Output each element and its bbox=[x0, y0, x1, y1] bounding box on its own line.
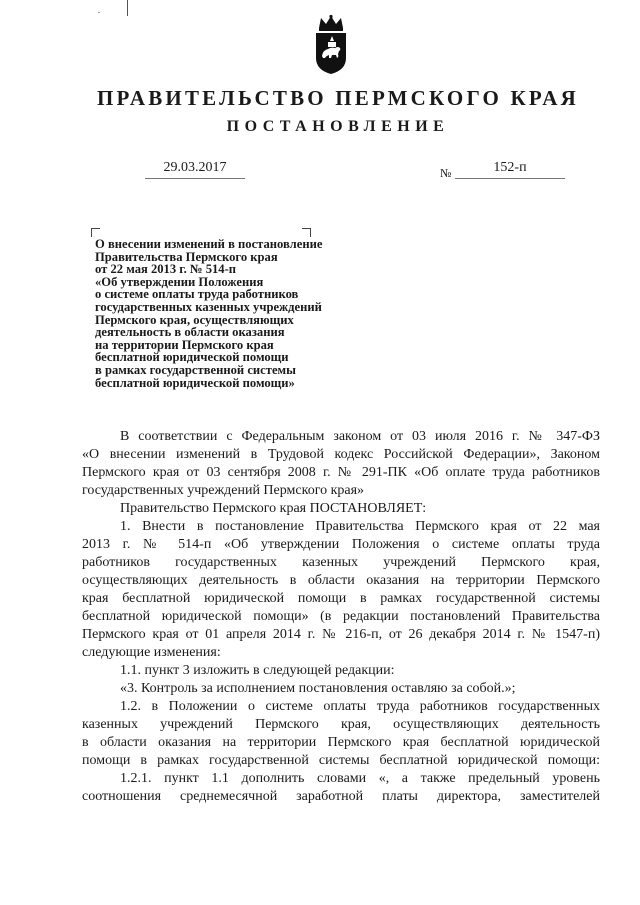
body-line: следующие изменения: bbox=[82, 645, 221, 660]
body-line: бесплатной юридической помощи» (в редакции постановлений Правительства bbox=[82, 609, 600, 624]
body-line: края бесплатной юридической помощи в рамках государственной системы bbox=[82, 591, 600, 606]
body-line: Пермского края от 01 апреля 2014 г. № 216-п, от 26 декабря 2014 г. № 1547-п) bbox=[82, 627, 600, 642]
body-line: Правительство Пермского края ПОСТАНОВЛЯЕТ: bbox=[120, 501, 427, 516]
document-subject bbox=[95, 238, 385, 389]
number-label: № bbox=[440, 166, 452, 180]
subject-bracket-right bbox=[302, 228, 311, 237]
body-line: Пермского края от 03 сентября 2008 г. № 291-ПК «Об оплате труда работников bbox=[82, 465, 600, 480]
document-type: ПОСТАНОВЛЕНИЕ bbox=[226, 118, 450, 135]
body-line: соотношения среднемесячной заработной платы директора, заместителей bbox=[82, 789, 600, 804]
body-line: осуществляющих деятельность в области оказания на территории Пермского bbox=[82, 573, 600, 588]
body-line: 1. Внести в постановление Правительства Пермского края от 22 мая bbox=[120, 519, 600, 534]
subject-line: на территории Пермского края bbox=[95, 337, 274, 352]
body-line: работников государственных казенных учреждений Пермского края, bbox=[82, 555, 600, 570]
body-line: в области оказания на территории Пермского края бесплатной юридической bbox=[82, 735, 600, 750]
body-line: 1.2. в Положении о системе оплаты труда работников государственных bbox=[120, 699, 600, 714]
body-line: помощи в рамках государственной системы бесплатной юридической помощи: bbox=[82, 753, 600, 768]
body-line: В соответствии с Федеральным законом от 03 июля 2016 г. № 347-ФЗ bbox=[120, 429, 600, 444]
subject-line: деятельность в области оказания bbox=[95, 325, 285, 340]
subject-line: «Об утверждении Положения bbox=[95, 274, 264, 289]
document-date: 29.03.2017 bbox=[145, 160, 245, 179]
subject-line: государственных казенных учреждений bbox=[95, 299, 322, 314]
body-line: казенных учреждений Пермского края, осуществляющих деятельность bbox=[82, 717, 600, 732]
body-line: 2013 г. № 514-п «Об утверждении Положения о системе оплаты труда bbox=[82, 537, 600, 552]
subject-line: Пермского края, осуществляющих bbox=[95, 312, 294, 327]
organization-title: ПРАВИТЕЛЬСТВО ПЕРМСКОГО КРАЯ bbox=[96, 86, 579, 110]
subject-line: О внесении изменений в постановление bbox=[95, 237, 323, 251]
scan-mark-small bbox=[98, 12, 100, 13]
document-number: 152-п bbox=[455, 160, 565, 179]
subject-line: бесплатной юридической помощи bbox=[95, 350, 289, 365]
perm-krai-coat-of-arms bbox=[313, 14, 349, 76]
body-line: 1.2.1. пункт 1.1 дополнить словами «, а также предельный уровень bbox=[120, 771, 600, 786]
subject-line: о системе оплаты труда работников bbox=[95, 287, 299, 302]
subject-line: Правительства Пермского края bbox=[95, 249, 278, 264]
body-line: «О внесении изменений в Трудовой кодекс Российской Федерации», Законом bbox=[82, 447, 600, 462]
body-line: 1.1. пункт 3 изложить в следующей редакции: bbox=[120, 663, 395, 678]
subject-line: от 22 мая 2013 г. № 514-п bbox=[95, 262, 237, 277]
body-line: государственных учреждений Пермского края» bbox=[82, 483, 365, 498]
scan-mark bbox=[127, 0, 128, 16]
body-line: «3. Контроль за исполнением постановления оставляю за собой.»; bbox=[120, 681, 516, 696]
subject-line: бесплатной юридической помощи» bbox=[95, 375, 295, 390]
subject-bracket-left bbox=[91, 228, 100, 237]
document-body bbox=[82, 428, 600, 806]
subject-line: в рамках государственной системы bbox=[95, 362, 296, 377]
